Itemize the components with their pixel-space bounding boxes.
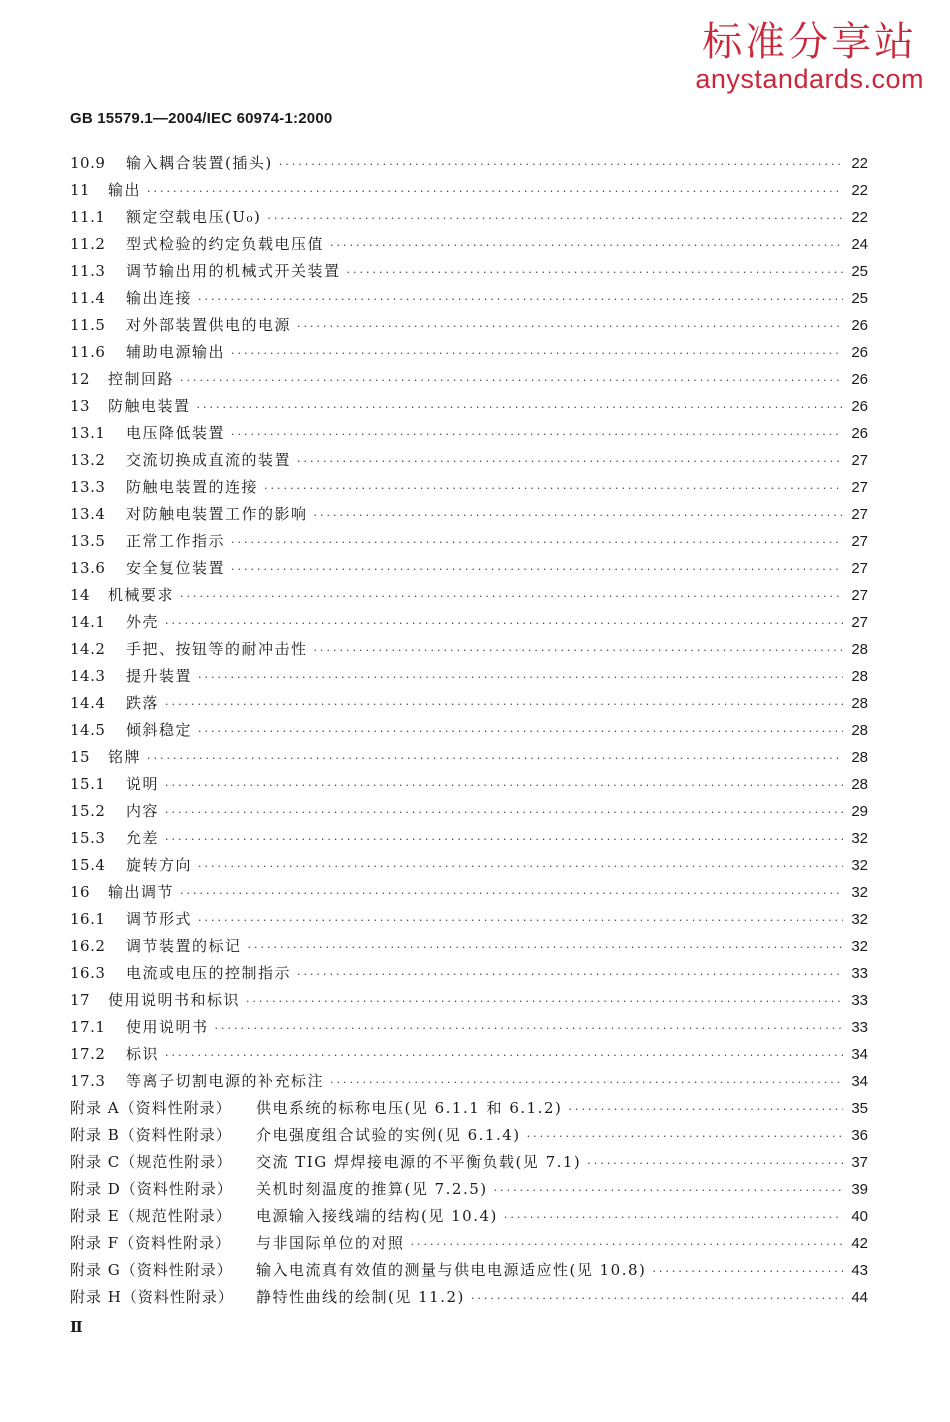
toc-entry-number: 14.1 — [70, 613, 106, 631]
toc-entry-number: 附录 B（资料性附录） — [70, 1126, 232, 1144]
toc-entry-title: 调节输出用的机械式开关装置 — [126, 262, 341, 280]
toc-dot-leader — [347, 266, 844, 279]
toc-dot-leader — [568, 1103, 843, 1116]
toc-entry-number: 16.3 — [70, 964, 106, 982]
toc-entry-title: 旋转方向 — [126, 856, 193, 874]
toc-dot-leader — [527, 1130, 844, 1143]
toc-entry[interactable] — [70, 908, 868, 935]
toc-entry-title: 调节形式 — [126, 910, 193, 928]
toc-dot-leader — [165, 617, 843, 630]
toc-entry-title: 静特性曲线的绘制(见 11.2) — [256, 1288, 465, 1306]
toc-entry[interactable] — [70, 152, 868, 179]
toc-dot-leader — [264, 482, 843, 495]
toc-entry-number: 11.3 — [70, 262, 106, 280]
toc-entry[interactable] — [70, 557, 868, 584]
toc-entry-page: 25 — [851, 290, 868, 307]
toc-dot-leader — [180, 590, 843, 603]
toc-entry-page: 33 — [851, 992, 868, 1009]
toc-entry-number: 15.2 — [70, 802, 106, 820]
toc-dot-leader — [279, 158, 844, 171]
toc-entry-number: 11.1 — [70, 208, 106, 226]
toc-entry-title: 电压降低装置 — [126, 424, 226, 442]
toc-dot-leader — [494, 1184, 844, 1197]
toc-entry-title: 与非国际单位的对照 — [256, 1234, 405, 1252]
toc-entry[interactable] — [70, 1016, 868, 1043]
toc-entry-page: 28 — [851, 668, 868, 685]
toc-entry[interactable] — [70, 503, 868, 530]
toc-entry-title: 允差 — [126, 829, 160, 847]
toc-entry-number: 15 — [70, 748, 91, 766]
toc-entry-page: 35 — [851, 1100, 868, 1117]
toc-entry[interactable] — [70, 1070, 868, 1097]
toc-entry[interactable] — [70, 368, 868, 395]
toc-dot-leader — [231, 347, 843, 360]
toc-dot-leader — [504, 1211, 843, 1224]
toc-dot-leader — [198, 914, 843, 927]
toc-entry-page: 27 — [851, 533, 868, 550]
toc-entry-page: 27 — [851, 560, 868, 577]
toc-entry[interactable] — [70, 287, 868, 314]
toc-dot-leader — [248, 941, 844, 954]
toc-entry-number: 14.5 — [70, 721, 106, 739]
toc-entry-page: 28 — [851, 749, 868, 766]
toc-entry-title: 介电强度组合试验的实例(见 6.1.4) — [256, 1126, 521, 1144]
toc-dot-leader — [165, 779, 843, 792]
toc-entry[interactable] — [70, 314, 868, 341]
toc-entry-number: 17.3 — [70, 1072, 106, 1090]
toc-entry-page: 27 — [851, 506, 868, 523]
toc-entry-number: 17.1 — [70, 1018, 106, 1036]
toc-entry-page: 32 — [851, 830, 868, 847]
toc-entry-number: 11.5 — [70, 316, 106, 334]
toc-entry-title: 输出 — [108, 181, 142, 199]
toc-entry-number: 16.2 — [70, 937, 106, 955]
toc-entry[interactable] — [70, 260, 868, 287]
toc-entry[interactable] — [70, 989, 868, 1016]
toc-entry-title: 关机时刻温度的推算(见 7.2.5) — [256, 1180, 488, 1198]
toc-dot-leader — [215, 1022, 844, 1035]
toc-entry-title: 使用说明书和标识 — [108, 991, 241, 1009]
toc-entry-page: 28 — [851, 641, 868, 658]
toc-entry-number: 17 — [70, 991, 91, 1009]
toc-dot-leader — [198, 860, 843, 873]
toc-entry-page: 22 — [851, 155, 868, 172]
toc-entry[interactable] — [70, 449, 868, 476]
toc-entry-number: 附录 F（资料性附录） — [70, 1234, 232, 1252]
toc-entry-number: 11.2 — [70, 235, 106, 253]
toc-entry-number: 15.1 — [70, 775, 106, 793]
toc-entry-number: 13.5 — [70, 532, 106, 550]
toc-entry[interactable] — [70, 854, 868, 881]
toc-entry[interactable] — [70, 638, 868, 665]
toc-dot-leader — [165, 1049, 843, 1062]
toc-entry[interactable] — [70, 719, 868, 746]
toc-entry-title: 对外部装置供电的电源 — [126, 316, 292, 334]
watermark-cn: 标准分享站 — [702, 19, 918, 65]
toc-entry-page: 34 — [851, 1046, 868, 1063]
toc-entry-title: 说明 — [126, 775, 160, 793]
toc-entry-page: 32 — [851, 884, 868, 901]
toc-entry-title: 外壳 — [126, 613, 160, 631]
toc-entry-title: 调节装置的标记 — [126, 937, 242, 955]
toc-entry-page: 26 — [851, 398, 868, 415]
toc-entry-title: 输入耦合装置(插头) — [126, 154, 273, 172]
toc-entry[interactable] — [70, 395, 868, 422]
toc-entry[interactable] — [70, 881, 868, 908]
toc-entry-number: 13.6 — [70, 559, 106, 577]
toc-dot-leader — [231, 563, 843, 576]
standard-id-header: GB 15579.1—2004/IEC 60974-1:2000 — [70, 110, 333, 127]
toc-entry-title: 等离子切割电源的补充标注 — [126, 1072, 325, 1090]
toc-entry[interactable] — [70, 422, 868, 449]
toc-entry-page: 26 — [851, 425, 868, 442]
toc-entry-title: 对防触电装置工作的影响 — [126, 505, 308, 523]
toc-entry-title: 控制回路 — [108, 370, 175, 388]
toc-entry[interactable] — [70, 584, 868, 611]
toc-entry-page: 26 — [851, 344, 868, 361]
toc-entry-number: 10.9 — [70, 154, 106, 172]
toc-entry-number: 11.4 — [70, 289, 106, 307]
toc-entry[interactable] — [70, 800, 868, 827]
toc-entry-page: 27 — [851, 614, 868, 631]
toc-entry-page: 36 — [851, 1127, 868, 1144]
toc-entry[interactable] — [70, 1286, 868, 1313]
toc-entry-title: 正常工作指示 — [126, 532, 226, 550]
toc-entry[interactable] — [70, 1124, 868, 1151]
toc-entry-page: 32 — [851, 911, 868, 928]
toc-entry-page: 26 — [851, 317, 868, 334]
toc-entry-title: 铭牌 — [108, 748, 142, 766]
toc-entry-number: 13.3 — [70, 478, 106, 496]
toc-entry[interactable] — [70, 692, 868, 719]
toc-dot-leader — [587, 1157, 843, 1170]
toc-entry-number: 15.4 — [70, 856, 106, 874]
toc-dot-leader — [197, 401, 844, 414]
toc-entry-page: 22 — [851, 182, 868, 199]
toc-entry[interactable] — [70, 1097, 868, 1124]
toc-entry-page: 43 — [851, 1262, 868, 1279]
toc-entry-page: 39 — [851, 1181, 868, 1198]
toc-dot-leader — [267, 212, 843, 225]
toc-entry[interactable] — [70, 476, 868, 503]
toc-entry-title: 供电系统的标称电压(见 6.1.1 和 6.1.2) — [256, 1099, 563, 1117]
toc-entry[interactable] — [70, 1151, 868, 1178]
toc-entry[interactable] — [70, 1259, 868, 1286]
toc-entry-title: 手把、按钮等的耐冲击性 — [126, 640, 308, 658]
toc-entry-number: 15.3 — [70, 829, 106, 847]
toc-dot-leader — [147, 185, 843, 198]
toc-entry-number: 14 — [70, 586, 91, 604]
toc-entry-number: 13.4 — [70, 505, 106, 523]
toc-entry-title: 交流切换成直流的装置 — [126, 451, 292, 469]
toc-dot-leader — [165, 833, 843, 846]
toc-entry-title: 提升装置 — [126, 667, 193, 685]
toc-entry[interactable] — [70, 1232, 868, 1259]
toc-dot-leader — [198, 671, 843, 684]
toc-entry-number: 11 — [70, 181, 91, 199]
toc-entry-title: 额定空载电压(U₀) — [126, 208, 262, 226]
toc-entry[interactable] — [70, 233, 868, 260]
toc-dot-leader — [165, 698, 843, 711]
watermark-en: anystandards.com — [695, 64, 924, 94]
toc-entry-number: 17.2 — [70, 1045, 106, 1063]
toc-entry[interactable] — [70, 206, 868, 233]
toc-entry-title: 机械要求 — [108, 586, 175, 604]
toc-dot-leader — [314, 644, 844, 657]
toc-entry-title: 电流或电压的控制指示 — [126, 964, 292, 982]
toc-entry[interactable] — [70, 611, 868, 638]
toc-dot-leader — [297, 968, 843, 981]
toc-dot-leader — [198, 293, 843, 306]
toc-dot-leader — [411, 1238, 844, 1251]
toc-entry-title: 电源输入接线端的结构(见 10.4) — [256, 1207, 498, 1225]
toc-entry-number: 附录 D（资料性附录） — [70, 1180, 233, 1198]
toc-entry[interactable] — [70, 962, 868, 989]
toc-entry-page: 27 — [851, 452, 868, 469]
toc-dot-leader — [165, 806, 843, 819]
watermark-logo — [695, 19, 924, 94]
toc-entry-number: 附录 H（资料性附录） — [70, 1288, 234, 1306]
toc-dot-leader — [231, 536, 843, 549]
toc-dot-leader — [297, 320, 843, 333]
toc-dot-leader — [314, 509, 844, 522]
toc-entry-number: 附录 C（规范性附录） — [70, 1153, 233, 1171]
toc-entry[interactable] — [70, 1205, 868, 1232]
toc-entry-page: 24 — [851, 236, 868, 253]
table-of-contents — [70, 152, 868, 1313]
toc-entry-page: 37 — [851, 1154, 868, 1171]
toc-entry-page: 27 — [851, 479, 868, 496]
toc-entry[interactable] — [70, 935, 868, 962]
toc-dot-leader — [471, 1292, 843, 1305]
toc-entry[interactable] — [70, 827, 868, 854]
toc-entry[interactable] — [70, 1043, 868, 1070]
toc-entry-number: 14.2 — [70, 640, 106, 658]
toc-entry-title: 防触电装置的连接 — [126, 478, 259, 496]
toc-dot-leader — [246, 995, 843, 1008]
toc-dot-leader — [652, 1265, 843, 1278]
toc-entry-number: 14.3 — [70, 667, 106, 685]
toc-dot-leader — [180, 374, 843, 387]
toc-entry[interactable] — [70, 179, 868, 206]
toc-entry-number: 附录 E（规范性附录） — [70, 1207, 232, 1225]
toc-entry-number: 11.6 — [70, 343, 106, 361]
toc-entry-title: 使用说明书 — [126, 1018, 209, 1036]
toc-entry-number: 16 — [70, 883, 91, 901]
toc-entry-page: 26 — [851, 371, 868, 388]
toc-entry-page: 29 — [851, 803, 868, 820]
toc-entry-number: 12 — [70, 370, 91, 388]
toc-entry-number: 附录 G（资料性附录） — [70, 1261, 233, 1279]
toc-entry-page: 22 — [851, 209, 868, 226]
toc-entry[interactable] — [70, 746, 868, 773]
toc-dot-leader — [180, 887, 843, 900]
toc-entry-number: 16.1 — [70, 910, 106, 928]
toc-entry[interactable] — [70, 665, 868, 692]
toc-entry-title: 跌落 — [126, 694, 160, 712]
toc-entry-title: 型式检验的约定负载电压值 — [126, 235, 325, 253]
toc-entry-page: 33 — [851, 1019, 868, 1036]
toc-entry-title: 内容 — [126, 802, 160, 820]
toc-entry-title: 倾斜稳定 — [126, 721, 193, 739]
toc-dot-leader — [198, 725, 843, 738]
toc-entry-title: 防触电装置 — [108, 397, 191, 415]
toc-entry-page: 28 — [851, 722, 868, 739]
toc-entry-title: 输入电流真有效值的测量与供电电源适应性(见 10.8) — [256, 1261, 647, 1279]
toc-entry-title: 输出连接 — [126, 289, 193, 307]
toc-entry-title: 安全复位装置 — [126, 559, 226, 577]
toc-entry-number: 13.1 — [70, 424, 106, 442]
toc-entry-title: 标识 — [126, 1045, 160, 1063]
toc-entry-title: 辅助电源输出 — [126, 343, 226, 361]
toc-entry-page: 28 — [851, 695, 868, 712]
toc-entry-page: 32 — [851, 938, 868, 955]
toc-entry-page: 40 — [851, 1208, 868, 1225]
toc-entry-page: 44 — [851, 1289, 868, 1306]
toc-entry-page: 34 — [851, 1073, 868, 1090]
toc-entry-page: 42 — [851, 1235, 868, 1252]
toc-dot-leader — [297, 455, 843, 468]
toc-dot-leader — [330, 1076, 843, 1089]
toc-entry-page: 32 — [851, 857, 868, 874]
page-number: Ⅱ — [70, 1318, 83, 1336]
toc-entry-page: 28 — [851, 776, 868, 793]
toc-entry-title: 交流 TIG 焊焊接电源的不平衡负载(见 7.1) — [256, 1153, 582, 1171]
toc-entry-number: 14.4 — [70, 694, 106, 712]
toc-entry-title: 输出调节 — [108, 883, 175, 901]
toc-entry-number: 13 — [70, 397, 91, 415]
toc-entry-page: 33 — [851, 965, 868, 982]
toc-dot-leader — [231, 428, 843, 441]
toc-dot-leader — [330, 239, 843, 252]
toc-entry-number: 13.2 — [70, 451, 106, 469]
toc-entry-number: 附录 A（资料性附录） — [70, 1099, 232, 1117]
toc-entry[interactable] — [70, 341, 868, 368]
toc-dot-leader — [147, 752, 843, 765]
toc-entry[interactable] — [70, 1178, 868, 1205]
toc-entry-page: 25 — [851, 263, 868, 280]
toc-entry[interactable] — [70, 530, 868, 557]
toc-entry[interactable] — [70, 773, 868, 800]
toc-entry-page: 27 — [851, 587, 868, 604]
